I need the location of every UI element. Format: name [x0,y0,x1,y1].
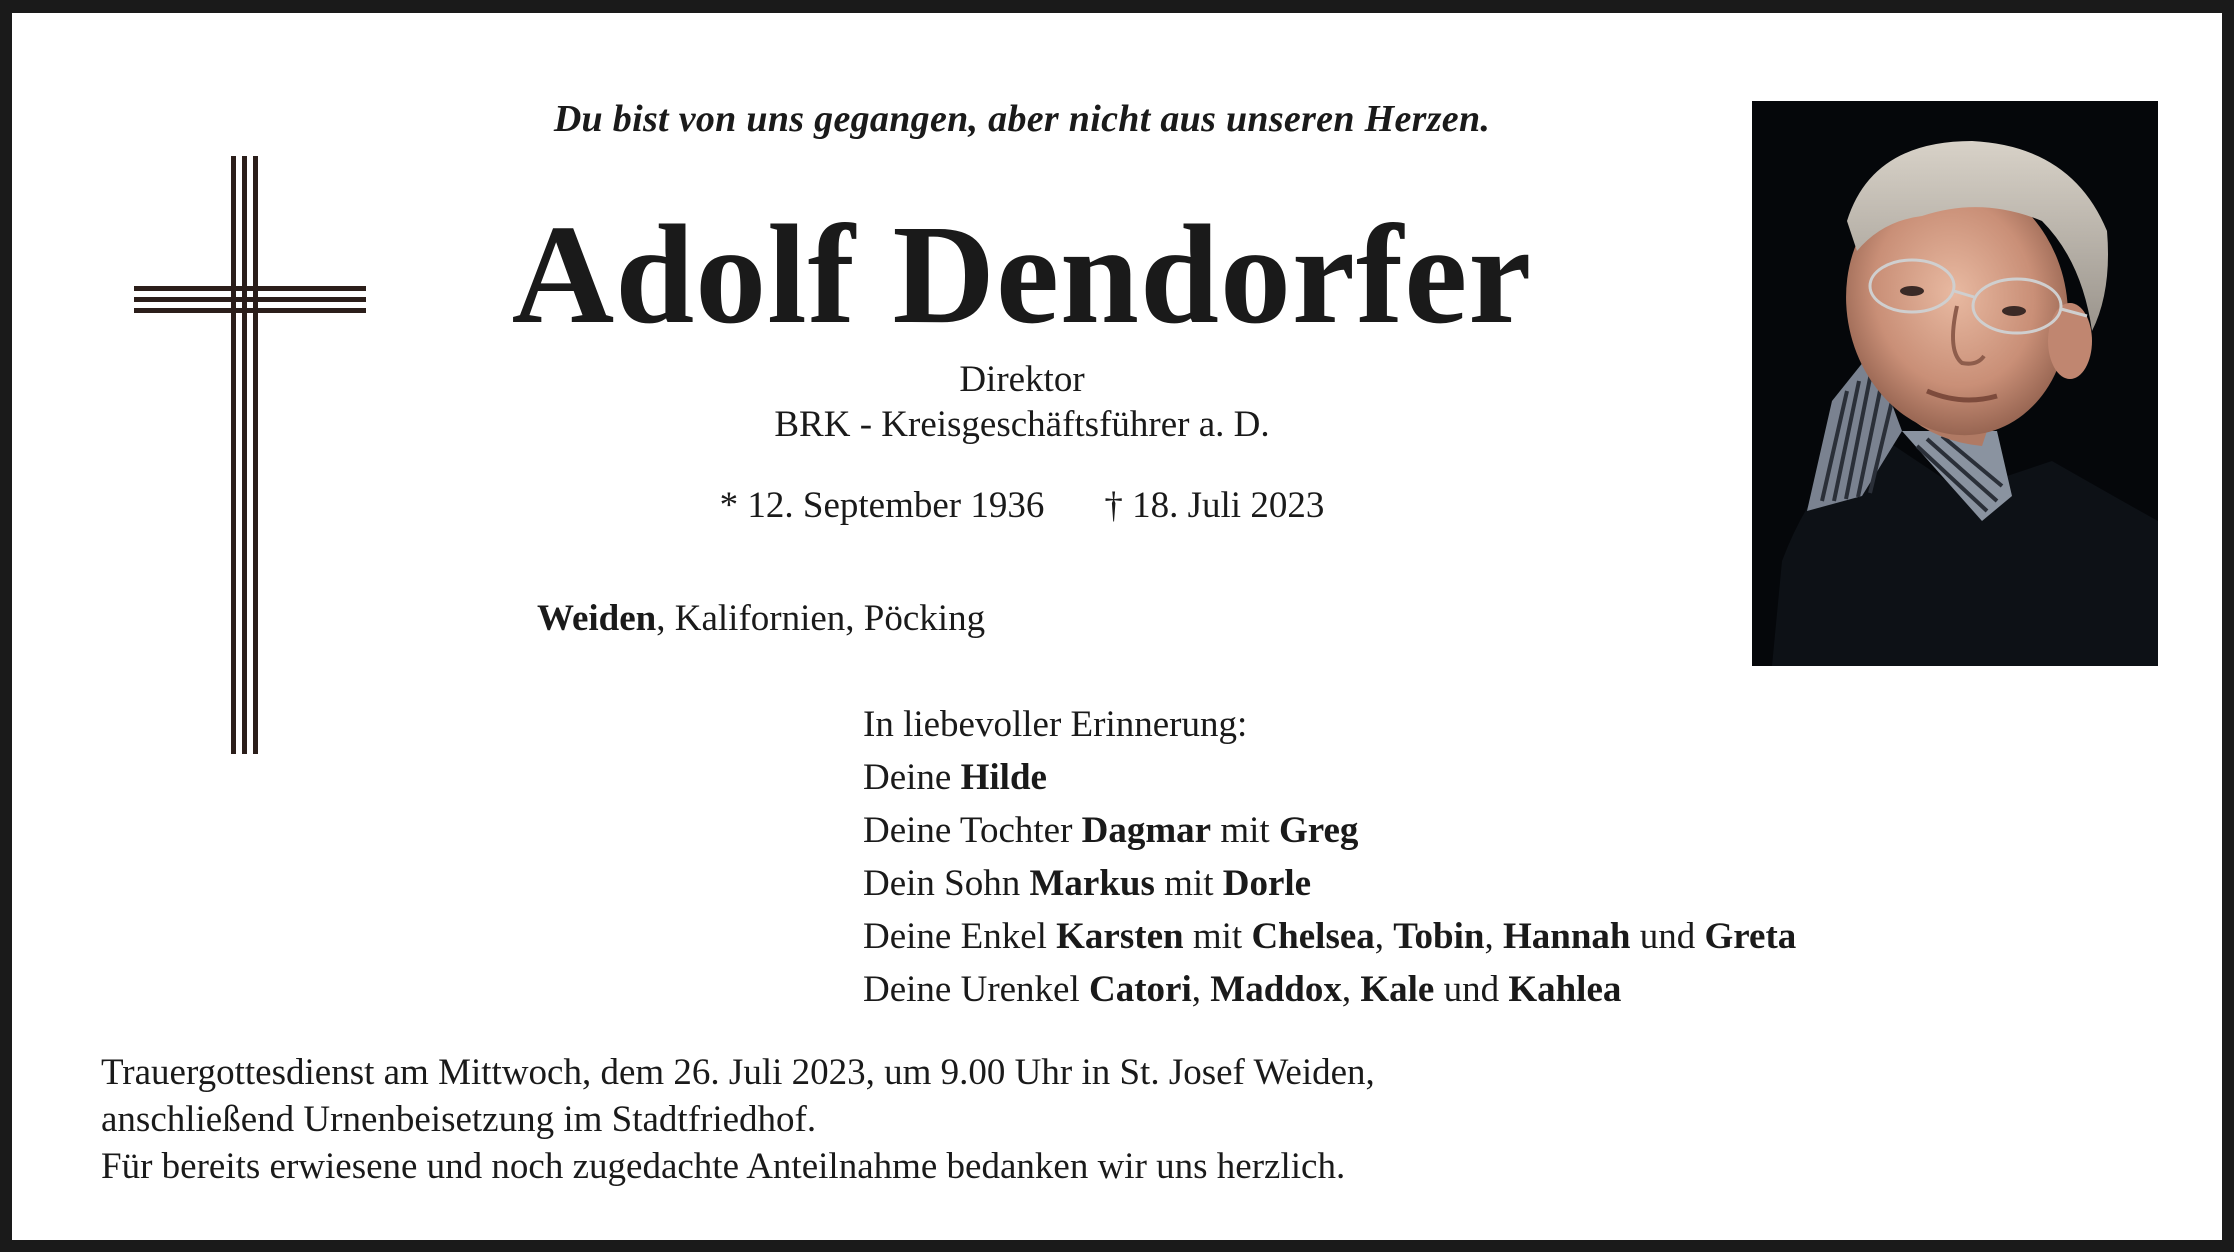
family-text: mit [1154,863,1223,904]
place-rest: , Kalifornien, Pöcking [656,598,986,639]
family-text: und [1434,969,1509,1010]
motto: Du bist von uns gegangen, aber nicht aus unseren Herzen. [553,98,1491,140]
deceased-name: Adolf Dendorfer [511,195,1533,353]
family-name: Greg [1278,810,1359,851]
family-text: und [1630,916,1705,957]
thanks-line: Für bereits erwiesene und noch zugedachte Anteilnahme bedanken wir uns herzlich. [101,1146,1346,1187]
portrait-image [1752,101,2158,666]
family-name: Markus [1029,863,1155,904]
family-line-grandchildren [863,910,1796,963]
family-text: Deine Urenkel [863,969,1090,1010]
service-line-2: anschließend Urnenbeisetzung im Stadtfriedhof. [101,1099,817,1140]
place-main: Weiden [537,598,657,639]
family-name: Dagmar [1081,810,1212,851]
family-name: Greta [1704,916,1797,957]
family-text: Deine [863,757,961,798]
family-line-son [863,857,1796,910]
family-name: Karsten [1056,916,1184,957]
service-notice [101,1049,1375,1190]
family-text: mit [1183,916,1252,957]
family-intro: In liebevoller Erinnerung: [863,704,1248,745]
family-name: Dorle [1222,863,1312,904]
title-line-1: Direktor [959,359,1085,400]
family-text: , [1341,969,1361,1010]
family-name: Catori [1089,969,1192,1010]
life-dates [12,484,2032,527]
places [537,597,985,640]
family-line-daughter [863,804,1796,857]
family-name: Tobin [1393,916,1485,957]
family-name: Maddox [1210,969,1342,1010]
birth-date: * 12. September 1936 [719,485,1045,526]
family-name: Chelsea [1251,916,1375,957]
family-text: Dein Sohn [863,863,1030,904]
family-text: mit [1211,810,1279,851]
family-text: Deine Tochter [863,810,1082,851]
family-line-great-grandchildren [863,963,1796,1016]
death-date: † 18. Juli 2023 [1104,485,1325,526]
title-line-2: BRK - Kreisgeschäftsführer a. D. [774,404,1270,445]
family-name: Hilde [960,757,1047,798]
family-name: Kale [1360,969,1435,1010]
family-name: Hannah [1502,916,1631,957]
portrait-photo [1752,101,2158,666]
family-text: , [1484,916,1503,957]
family-line-wife [863,751,1796,804]
family-text: Deine Enkel [863,916,1057,957]
service-line-1: Trauergottesdienst am Mittwoch, dem 26. Juli 2023, um 9.00 Uhr in St. Josef Weiden, [101,1052,1375,1093]
family-text: , [1191,969,1211,1010]
family-name: Kahlea [1508,969,1622,1010]
family-list [863,698,1796,1016]
family-text: , [1374,916,1394,957]
